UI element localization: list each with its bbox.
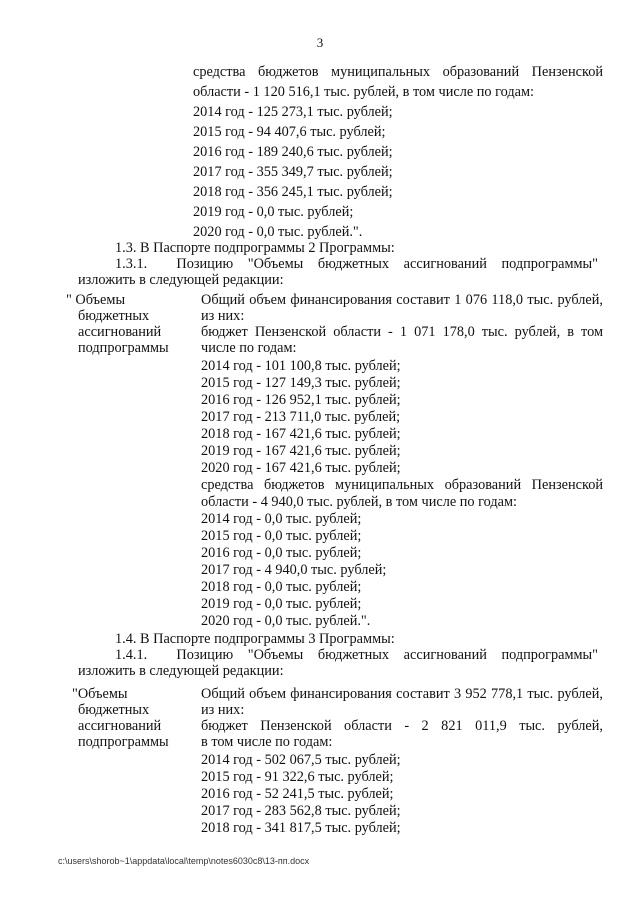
item-line: изложить в следующей редакции: — [78, 272, 284, 288]
text-line: 2016 год - 189 240,6 тыс. рублей; — [193, 144, 393, 160]
value-line: 2016 год - 0,0 тыс. рублей; — [201, 545, 362, 561]
value-line: бюджет Пензенской области - 2 821 011,9 тыс. рублей, — [201, 718, 603, 734]
value-line: 2017 год - 213 711,0 тыс. рублей; — [201, 409, 401, 425]
value-line: 2020 год - 167 421,6 тыс. рублей; — [201, 460, 401, 476]
value-line: 2016 год - 52 241,5 тыс. рублей; — [201, 786, 394, 802]
label-line: подпрограммы — [78, 340, 169, 356]
label-line: бюджетных — [78, 308, 150, 324]
label-line: бюджетных — [78, 702, 150, 718]
value-line: 2015 год - 91 322,6 тыс. рублей; — [201, 769, 394, 785]
value-line: 2019 год - 0,0 тыс. рублей; — [201, 596, 362, 612]
value-line: средства бюджетов муниципальных образований Пензенской — [201, 477, 603, 493]
value-line: из них: — [201, 702, 245, 718]
value-line: 2014 год - 0,0 тыс. рублей; — [201, 511, 362, 527]
text-line: области - 1 120 516,1 тыс. рублей, в том числе по годам: — [193, 84, 535, 100]
label-line: ассигнований — [78, 718, 162, 734]
value-line: 2014 год - 502 067,5 тыс. рублей; — [201, 752, 401, 768]
label-line: " Объемы — [66, 292, 126, 308]
value-line: 2018 год - 0,0 тыс. рублей; — [201, 579, 362, 595]
value-line: 2015 год - 127 149,3 тыс. рублей; — [201, 375, 401, 391]
item-line: 1.4.1. Позицию "Объемы бюджетных ассигнований подпрограммы" — [115, 647, 598, 663]
page-number: 3 — [316, 35, 324, 50]
value-line: Общий объем финансирования составит 1 076 118,0 тыс. рублей, — [201, 292, 603, 308]
value-line: 2017 год - 283 562,8 тыс. рублей; — [201, 803, 401, 819]
value-line: из них: — [201, 308, 245, 324]
value-line: 2017 год - 4 940,0 тыс. рублей; — [201, 562, 387, 578]
text-line: 2015 год - 94 407,6 тыс. рублей; — [193, 124, 386, 140]
value-line: 2019 год - 167 421,6 тыс. рублей; — [201, 443, 401, 459]
section-heading: 1.4. В Паспорте подпрограммы 3 Программы: — [115, 631, 395, 647]
value-line: 2015 год - 0,0 тыс. рублей; — [201, 528, 362, 544]
label-line: подпрограммы — [78, 734, 169, 750]
text-line: 2014 год - 125 273,1 тыс. рублей; — [193, 104, 393, 120]
value-line: Общий объем финансирования составит 3 952 778,1 тыс. рублей, — [201, 686, 603, 702]
item-line: 1.3.1. Позицию "Объемы бюджетных ассигнований подпрограммы" — [115, 256, 598, 272]
value-line: области - 4 940,0 тыс. рублей, в том числе по годам: — [201, 494, 518, 510]
text-line: 2018 год - 356 245,1 тыс. рублей; — [193, 184, 393, 200]
value-line: числе по годам: — [201, 340, 297, 356]
value-line: 2016 год - 126 952,1 тыс. рублей; — [201, 392, 401, 408]
text-line: 2020 год - 0,0 тыс. рублей.". — [193, 224, 363, 240]
label-line: "Объемы — [72, 686, 128, 702]
value-line: 2014 год - 101 100,8 тыс. рублей; — [201, 358, 401, 374]
text-line: 2019 год - 0,0 тыс. рублей; — [193, 204, 354, 220]
text-line: 2017 год - 355 349,7 тыс. рублей; — [193, 164, 393, 180]
footer-file-path: c:\users\shorob~1\appdata\local\temp\notes6030c8\13-пп.docx — [58, 856, 310, 866]
value-line: 2018 год - 341 817,5 тыс. рублей; — [201, 820, 401, 836]
text-line: средства бюджетов муниципальных образований Пензенской — [193, 64, 603, 80]
item-line: изложить в следующей редакции: — [78, 663, 284, 679]
value-line: в том числе по годам: — [201, 734, 333, 750]
label-line: ассигнований — [78, 324, 162, 340]
value-line: бюджет Пензенской области - 1 071 178,0 тыс. рублей, в том — [201, 324, 603, 340]
value-line: 2018 год - 167 421,6 тыс. рублей; — [201, 426, 401, 442]
section-heading: 1.3. В Паспорте подпрограммы 2 Программы: — [115, 240, 395, 256]
value-line: 2020 год - 0,0 тыс. рублей.". — [201, 613, 371, 629]
